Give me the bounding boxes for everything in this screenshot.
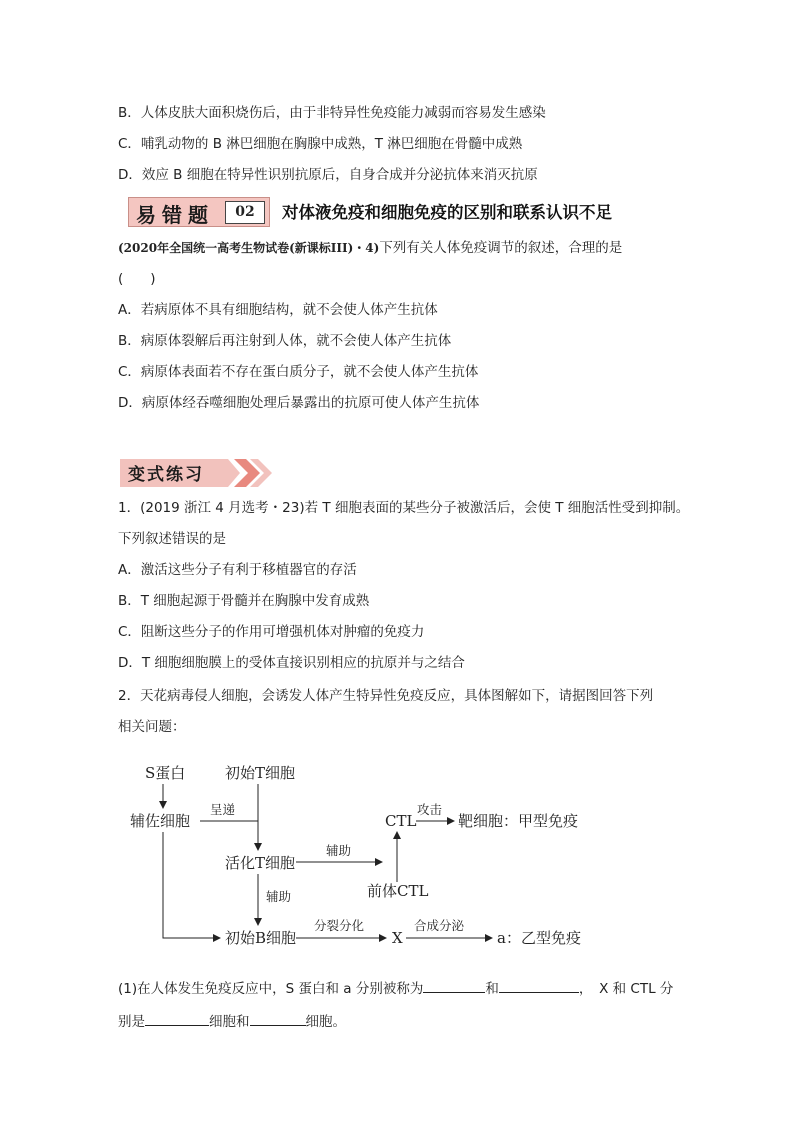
question-source-line [118, 238, 622, 258]
ex1-line2: 下列叙述错误的是 [118, 531, 226, 547]
label-present: 呈递 [210, 802, 236, 817]
q-part1-text-3: ， X 和 CTL 分 [578, 981, 674, 997]
question-source: (2020年全国统一高考生物试卷(新课标III)・4) [118, 241, 380, 255]
node-x: X [392, 929, 403, 947]
node-a: a：乙型免疫 [497, 929, 581, 947]
arrow-helper-to-b [163, 832, 220, 938]
label-secrete: 合成分泌 [414, 918, 465, 933]
node-naive-t: 初始T细胞 [225, 764, 296, 782]
ex1-option-d: D．T 细胞细胞膜上的受体直接识别相应的抗原并与之结合 [118, 655, 465, 671]
option-b-prev: B．人体皮肤大面积烧伤后，由于非特异性免疫能力减弱而容易发生感染 [118, 105, 546, 121]
node-pre-ctl: 前体CTL [367, 882, 429, 900]
ex1-option-a: A．激活这些分子有利于移植器官的存活 [118, 562, 357, 578]
label-attack: 攻击 [417, 802, 443, 817]
banner-label: 易错题 [136, 203, 214, 227]
node-target-cell: 靶细胞：甲型免疫 [458, 812, 579, 830]
node-ctl: CTL [385, 812, 417, 830]
blank-ctl[interactable] [250, 1010, 306, 1026]
option-c-prev: C．哺乳动物的 B 淋巴细胞在胸腺中成熟，T 淋巴细胞在骨髓中成熟 [118, 136, 523, 152]
q-part1-text-5: 细胞和 [209, 1014, 250, 1030]
q-part1-text-1: (1)在人体发生免疫反应中，S 蛋白和 a 分别被称为 [118, 981, 424, 997]
q-part1-line1 [118, 977, 673, 999]
q-part1-text-2: 和 [485, 981, 499, 997]
question-stem: 下列有关人体免疫调节的叙述，合理的是 [379, 240, 623, 256]
node-helper-cell: 辅佐细胞 [130, 812, 191, 830]
blank-x[interactable] [145, 1010, 209, 1026]
banner-title: 对体液免疫和细胞免疫的区别和联系认识不足 [282, 203, 612, 222]
immune-diagram [130, 760, 620, 960]
node-naive-b: 初始B细胞 [225, 929, 297, 947]
q1-option-c: C．病原体表面若不存在蛋白质分子，就不会使人体产生抗体 [118, 364, 479, 380]
label-divide: 分裂分化 [314, 918, 365, 933]
q1-option-a: A．若病原体不具有细胞结构，就不会使人体产生抗体 [118, 302, 438, 318]
banner-number: 02 [225, 201, 265, 224]
ex1-line1: 1．(2019 浙江 4 月选考・23)若 T 细胞表面的某些分子被激活后，会使 T 细胞活性受到抑制。 [118, 500, 690, 516]
label-assist-2: 辅助 [266, 889, 292, 904]
option-d-prev: D．效应 B 细胞在特异性识别抗原后，自身合成并分泌抗体来消灭抗原 [118, 167, 538, 183]
blank-a[interactable] [499, 977, 579, 993]
node-activated-t: 活化T细胞 [225, 854, 296, 872]
ex2-line2: 相关问题： [118, 719, 186, 735]
bianshi-banner [118, 455, 278, 491]
q-part1-text-4: 别是 [118, 1014, 145, 1030]
answer-paren: ( ) [118, 271, 156, 287]
ex1-option-c: C．阻断这些分子的作用可增强机体对肿瘤的免疫力 [118, 624, 425, 640]
node-s-protein: S蛋白 [145, 764, 186, 782]
label-assist-1: 辅助 [326, 843, 352, 858]
q-part1-text-6: 细胞。 [305, 1014, 346, 1030]
q1-option-b: B．病原体裂解后再注射到人体，就不会使人体产生抗体 [118, 333, 452, 349]
q-part1-line2 [118, 1010, 346, 1032]
bianshi-label: 变式练习 [128, 465, 204, 485]
ex1-option-b: B．T 细胞起源于骨髓并在胸腺中发育成熟 [118, 593, 370, 609]
q1-option-d: D．病原体经吞噬细胞处理后暴露出的抗原可使人体产生抗体 [118, 395, 480, 411]
blank-s-protein[interactable] [423, 977, 485, 993]
ex2-line1: 2．天花病毒侵人细胞，会诱发人体产生特异性免疫反应，具体图解如下，请据图回答下列 [118, 688, 654, 704]
